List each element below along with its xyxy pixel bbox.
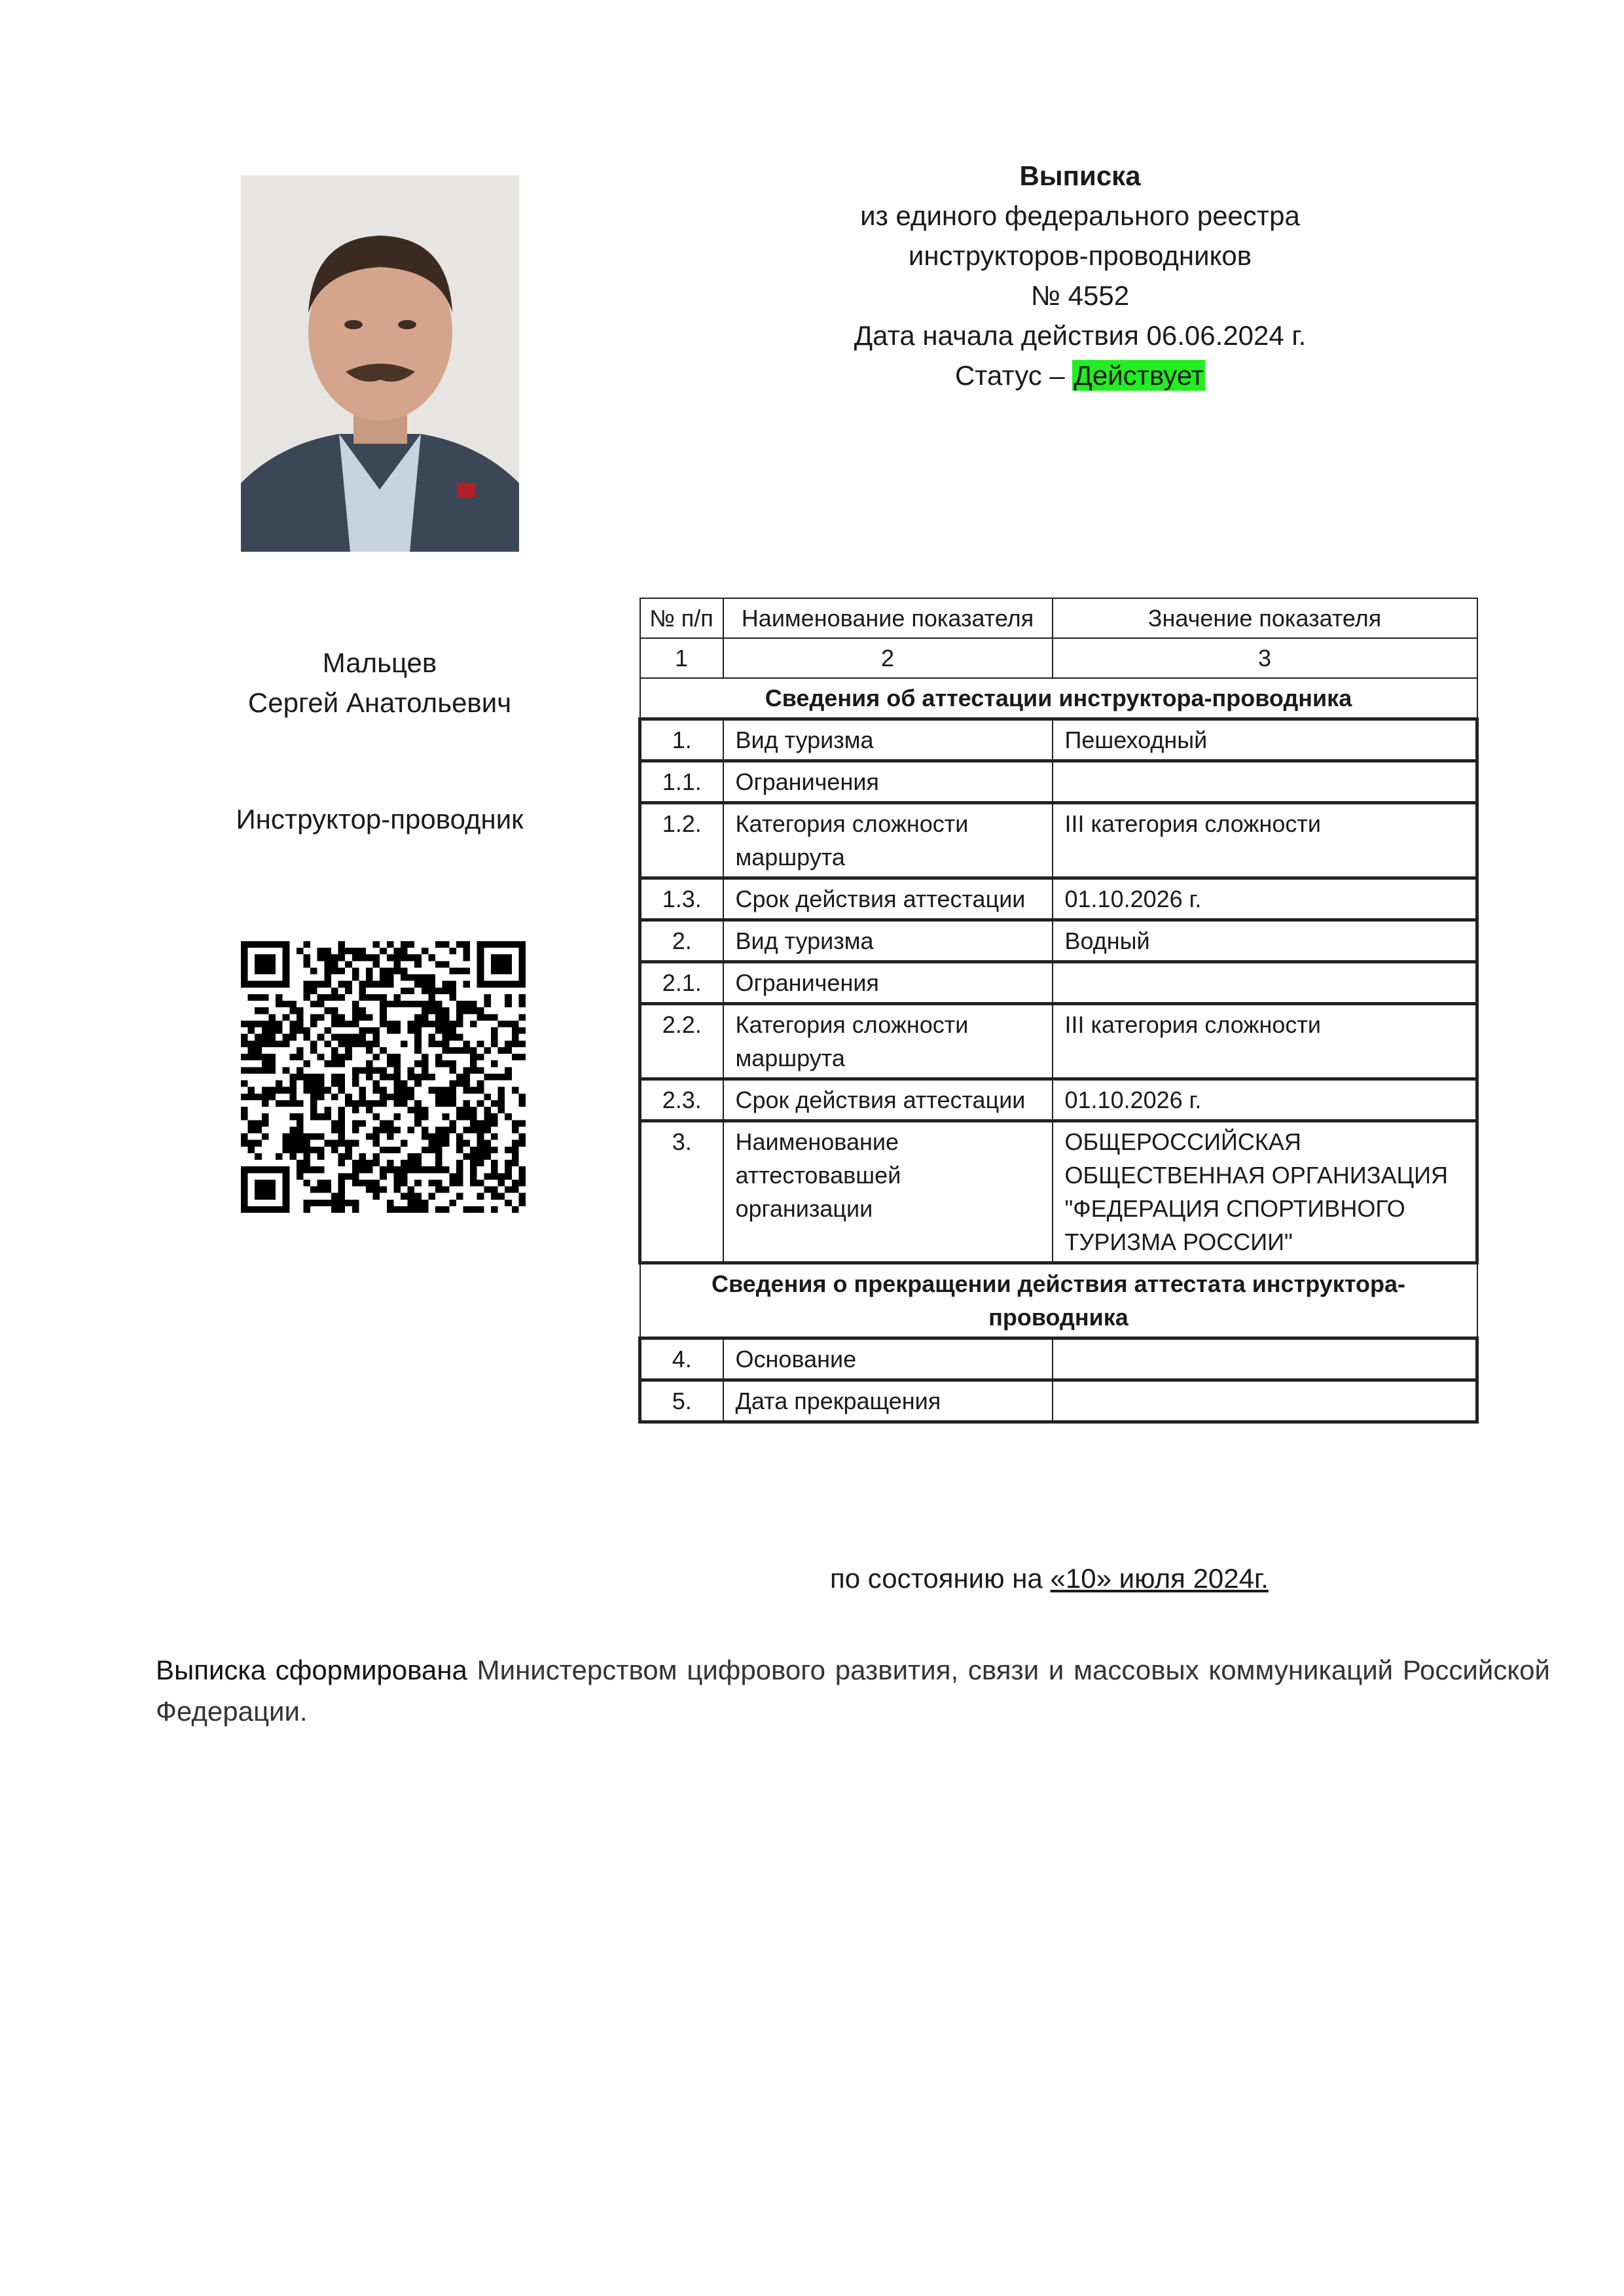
section-termination-row <box>640 1263 1477 1338</box>
status-badge: Действует <box>1074 360 1204 391</box>
row-value: III категория сложности <box>1053 1004 1477 1079</box>
row-num: 2.3. <box>640 1079 723 1121</box>
row-name: Категория сложности маршрута <box>723 1004 1053 1079</box>
as-of-date: «10» июля 2024г. <box>1050 1563 1269 1594</box>
qr-code-icon <box>241 941 526 1213</box>
header-cell-value: Значение показателя <box>1053 598 1477 638</box>
document-header <box>753 156 1407 395</box>
as-of-prefix: по состоянию на <box>830 1563 1051 1594</box>
row-value <box>1053 962 1477 1004</box>
row-value: Водный <box>1053 920 1477 962</box>
start-date: Дата начала действия 06.06.2024 г. <box>854 320 1307 351</box>
registry-line-2: инструкторов-проводников <box>908 240 1252 271</box>
registry-line-1: из единого федерального реестра <box>860 200 1300 231</box>
table-row <box>640 761 1477 803</box>
row-num: 1. <box>640 719 723 761</box>
row-name: Категория сложности маршрута <box>723 803 1053 878</box>
table-row <box>640 920 1477 962</box>
table-row <box>640 1380 1477 1422</box>
table-row <box>640 1121 1477 1263</box>
row-value <box>1053 761 1477 803</box>
table-row <box>640 1338 1477 1380</box>
row-num: 3. <box>640 1121 723 1263</box>
table-row <box>640 803 1477 878</box>
row-name: Срок действия аттестации <box>723 878 1053 920</box>
row-value <box>1053 1380 1477 1422</box>
status-label: Статус – <box>954 360 1073 391</box>
row-name: Вид туризма <box>723 920 1053 962</box>
row-name: Основание <box>723 1338 1053 1380</box>
attestation-table <box>638 598 1479 1424</box>
as-of-date-line <box>830 1563 1269 1594</box>
section-title: Сведения о прекращении действия аттестата инструктора-проводника <box>640 1263 1477 1338</box>
section-attestation-row <box>640 678 1477 719</box>
row-name: Срок действия аттестации <box>723 1079 1053 1121</box>
row-value: 01.10.2026 г. <box>1053 878 1477 920</box>
header-cell-name: Наименование показателя <box>723 598 1053 638</box>
person-photo <box>241 175 519 552</box>
row-value: ОБЩЕРОССИЙСКАЯ ОБЩЕСТВЕННАЯ ОРГАНИЗАЦИЯ "ФЕДЕРАЦИЯ СПОРТИВНОГО ТУРИЗМА РОССИИ" <box>1053 1121 1477 1263</box>
row-num: 4. <box>640 1338 723 1380</box>
person-given-names: Сергей Анатольевич <box>247 687 512 718</box>
column-number-cell: 2 <box>723 638 1053 678</box>
row-num: 5. <box>640 1380 723 1422</box>
issuer-note-text: Министерством цифрового развития, связи и массовых коммуникаций Российской Федерации. <box>156 1655 1551 1727</box>
row-num: 2.2. <box>640 1004 723 1079</box>
issuer-note <box>156 1649 1550 1732</box>
issuer-note-lead: Выписка сформирована <box>156 1655 467 1685</box>
row-name: Вид туризма <box>723 719 1053 761</box>
header-cell-num: № п/п <box>640 598 723 638</box>
document-title: Выписка <box>1019 160 1141 191</box>
row-value: III категория сложности <box>1053 803 1477 878</box>
table-row <box>640 878 1477 920</box>
person-name <box>196 643 563 723</box>
table-header-row <box>640 598 1477 638</box>
row-num: 1.1. <box>640 761 723 803</box>
person-role: Инструктор-проводник <box>236 804 524 834</box>
row-num: 1.2. <box>640 803 723 878</box>
row-name: Ограничения <box>723 962 1053 1004</box>
table-row <box>640 1004 1477 1079</box>
registry-number: № 4552 <box>1030 280 1130 311</box>
section-title: Сведения об аттестации инструктора-проводника <box>640 678 1477 719</box>
row-num: 2.1. <box>640 962 723 1004</box>
column-number-cell: 1 <box>640 638 723 678</box>
row-value <box>1053 1338 1477 1380</box>
row-num: 2. <box>640 920 723 962</box>
column-number-cell: 3 <box>1053 638 1477 678</box>
status-line <box>753 355 1407 395</box>
table-row <box>640 1079 1477 1121</box>
row-name: Ограничения <box>723 761 1053 803</box>
row-name: Дата прекращения <box>723 1380 1053 1422</box>
row-value: 01.10.2026 г. <box>1053 1079 1477 1121</box>
table-row <box>640 962 1477 1004</box>
table-column-numbers-row <box>640 638 1477 678</box>
qr-modules <box>241 941 526 1213</box>
table-row <box>640 719 1477 761</box>
row-name: Наименование аттестовавшей организации <box>723 1121 1053 1263</box>
row-num: 1.3. <box>640 878 723 920</box>
person-surname: Мальцев <box>322 647 437 678</box>
row-value: Пешеходный <box>1053 719 1477 761</box>
